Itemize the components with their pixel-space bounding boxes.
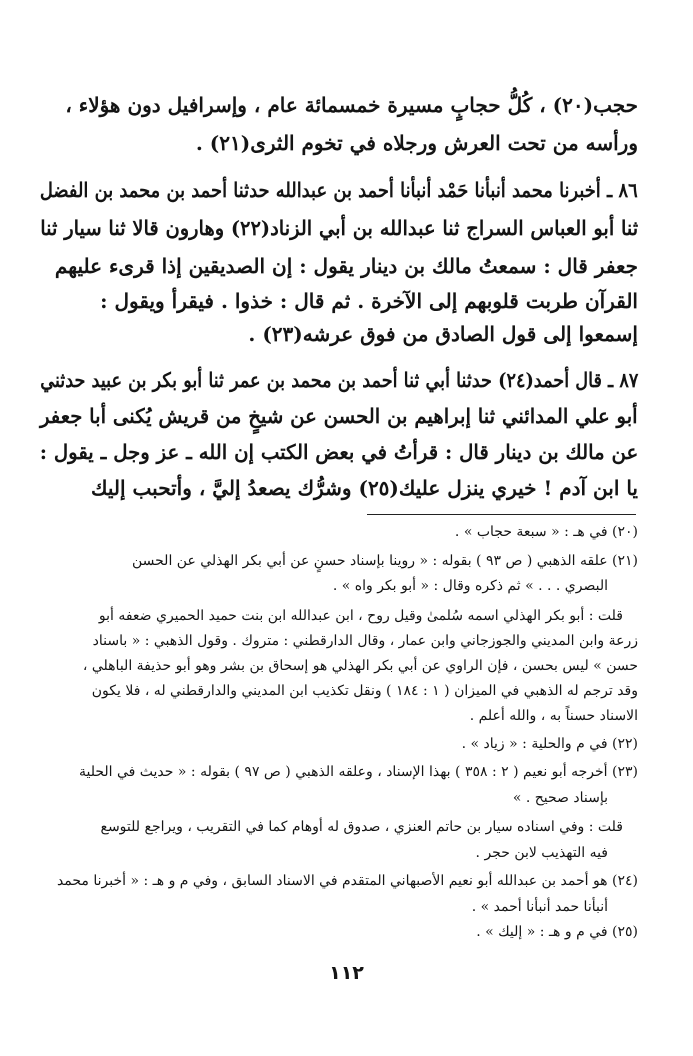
body-line: جعفر قال : سمعتُ مالك بن دينار يقول : إن الصديقين إذا قرىء عليهم — [54, 254, 638, 278]
body-line: أبو علي المدائني ثنا إبراهيم بن الحسن عن شيخٍ من قريش يُكنى أبا جعفر — [40, 404, 638, 428]
body-line: إسمعوا إلى قول الصادق من فوق عرشه(٢٣) . — [248, 322, 638, 346]
footnote-line: (٢٢) في م والحلية : « زياد » . — [461, 736, 638, 752]
body-line: ٨٦ ـ أخبرنا محمد أنبأنا حَمْد أنبأنا أحمد بن عبدالله حدثنا أحمد بن محمد بن الفضل — [40, 178, 638, 202]
body-line: ثنا أبو العباس السراج ثنا عبدالله بن أبي الزناد(٢٢) وهارون قالا ثنا سيار ثنا — [40, 216, 638, 240]
footnote-line: قلت : وفي اسناده سيار بن حاتم العنزي ، صدوق له أوهام كما في التقريب ، ويراجع للتوسع — [100, 819, 623, 835]
body-line: ٨٧ ـ قال أحمد(٢٤) حدثنا أبي ثنا أحمد بن محمد بن عمر ثنا أبو بكر بن عبيد حدثني — [39, 368, 638, 392]
footnote-line: حسن » ليس بحسن ، فإن الراوي عن أبي بكر الهذلي هو إسحاق بن بشر وهو أبو حذيفة الباهلي ، — [82, 658, 638, 674]
footnote-line: وقد ترجم له الذهبي في الميزان ( ١ : ١٨٤ ) ونقل تكذيب ابن المديني والدارقطني له ، فلا يكون — [91, 683, 638, 699]
body-line: القرآن طربت قلوبهم إلى الآخرة . ثم قال : خذوا . فيقرأ ويقول : — [100, 289, 638, 313]
footnote-line: البصري . . . » ثم ذكره وقال : « أبو بكر واه » . — [332, 578, 608, 594]
footnote-divider — [367, 514, 636, 515]
footnote-line: (٢١) علقه الذهبي ( ص ٩٣ ) بقوله : « روينا بإسناد حسنٍ عن أبي بكر الهذلي عن الحسن — [132, 553, 638, 569]
footnote-line: (٢٣) أخرجه أبو نعيم ( ٢ : ٣٥٨ ) بهذا الإسناد ، وعلقه الذهبي ( ص ٩٧ ) بقوله : « حديث في الحلية — [78, 764, 638, 780]
footnote-line: أنبأنا حمد أنبأنا أحمد » . — [471, 899, 608, 915]
footnote-line: (٢٤) هو أحمد بن عبدالله أبو نعيم الأصبهاني المتقدم في الاسناد السابق ، وفي م و هـ : « أخبرنا محمد — [56, 873, 638, 889]
footnote-line: زرعة وابن المديني والجوزجاني وابن عمار ، وقال الدارقطني : متروك . وقول الذهبي : « باسناد — [92, 633, 638, 649]
body-line: يا ابن آدم ! خيري ينزل عليك(٢٥) وشرُّك يصعدُ إليَّ ، وأتحبب إليك — [91, 476, 638, 500]
footnote-line: فيه التهذيب لابن حجر . — [475, 845, 608, 861]
footnote-line: قلت : أبو بكر الهذلي اسمه سُلمىٰ وقيل روح ، ابن عبدالله ابن بنت حميد الحميري ضعفه أبو — [98, 608, 623, 624]
footnote-line: الاسناد حسناً به ، والله أعلم . — [469, 708, 638, 724]
footnote-line: (٢٠) في هـ : « سبعة حجاب » . — [454, 524, 638, 540]
page-number: ١١٢ — [329, 962, 364, 984]
body-line: حجب(٢٠) ، كُلُّ حجابٍ مسيرة خمسمائة عام ، وإسرافيل دون هؤلاء ، — [65, 93, 638, 117]
body-line: عن مالك بن دينار قال : قرأتُ في بعض الكتب إن الله ـ عز وجل ـ يقول : — [39, 440, 638, 464]
footnote-line: بإسناد صحيح . » — [512, 790, 608, 806]
body-line: ورأسه من تحت العرش ورجلاه في تخوم الثرى(٢١) . — [195, 131, 638, 155]
footnote-line: (٢٥) في م و هـ : « إليك » . — [476, 924, 638, 940]
